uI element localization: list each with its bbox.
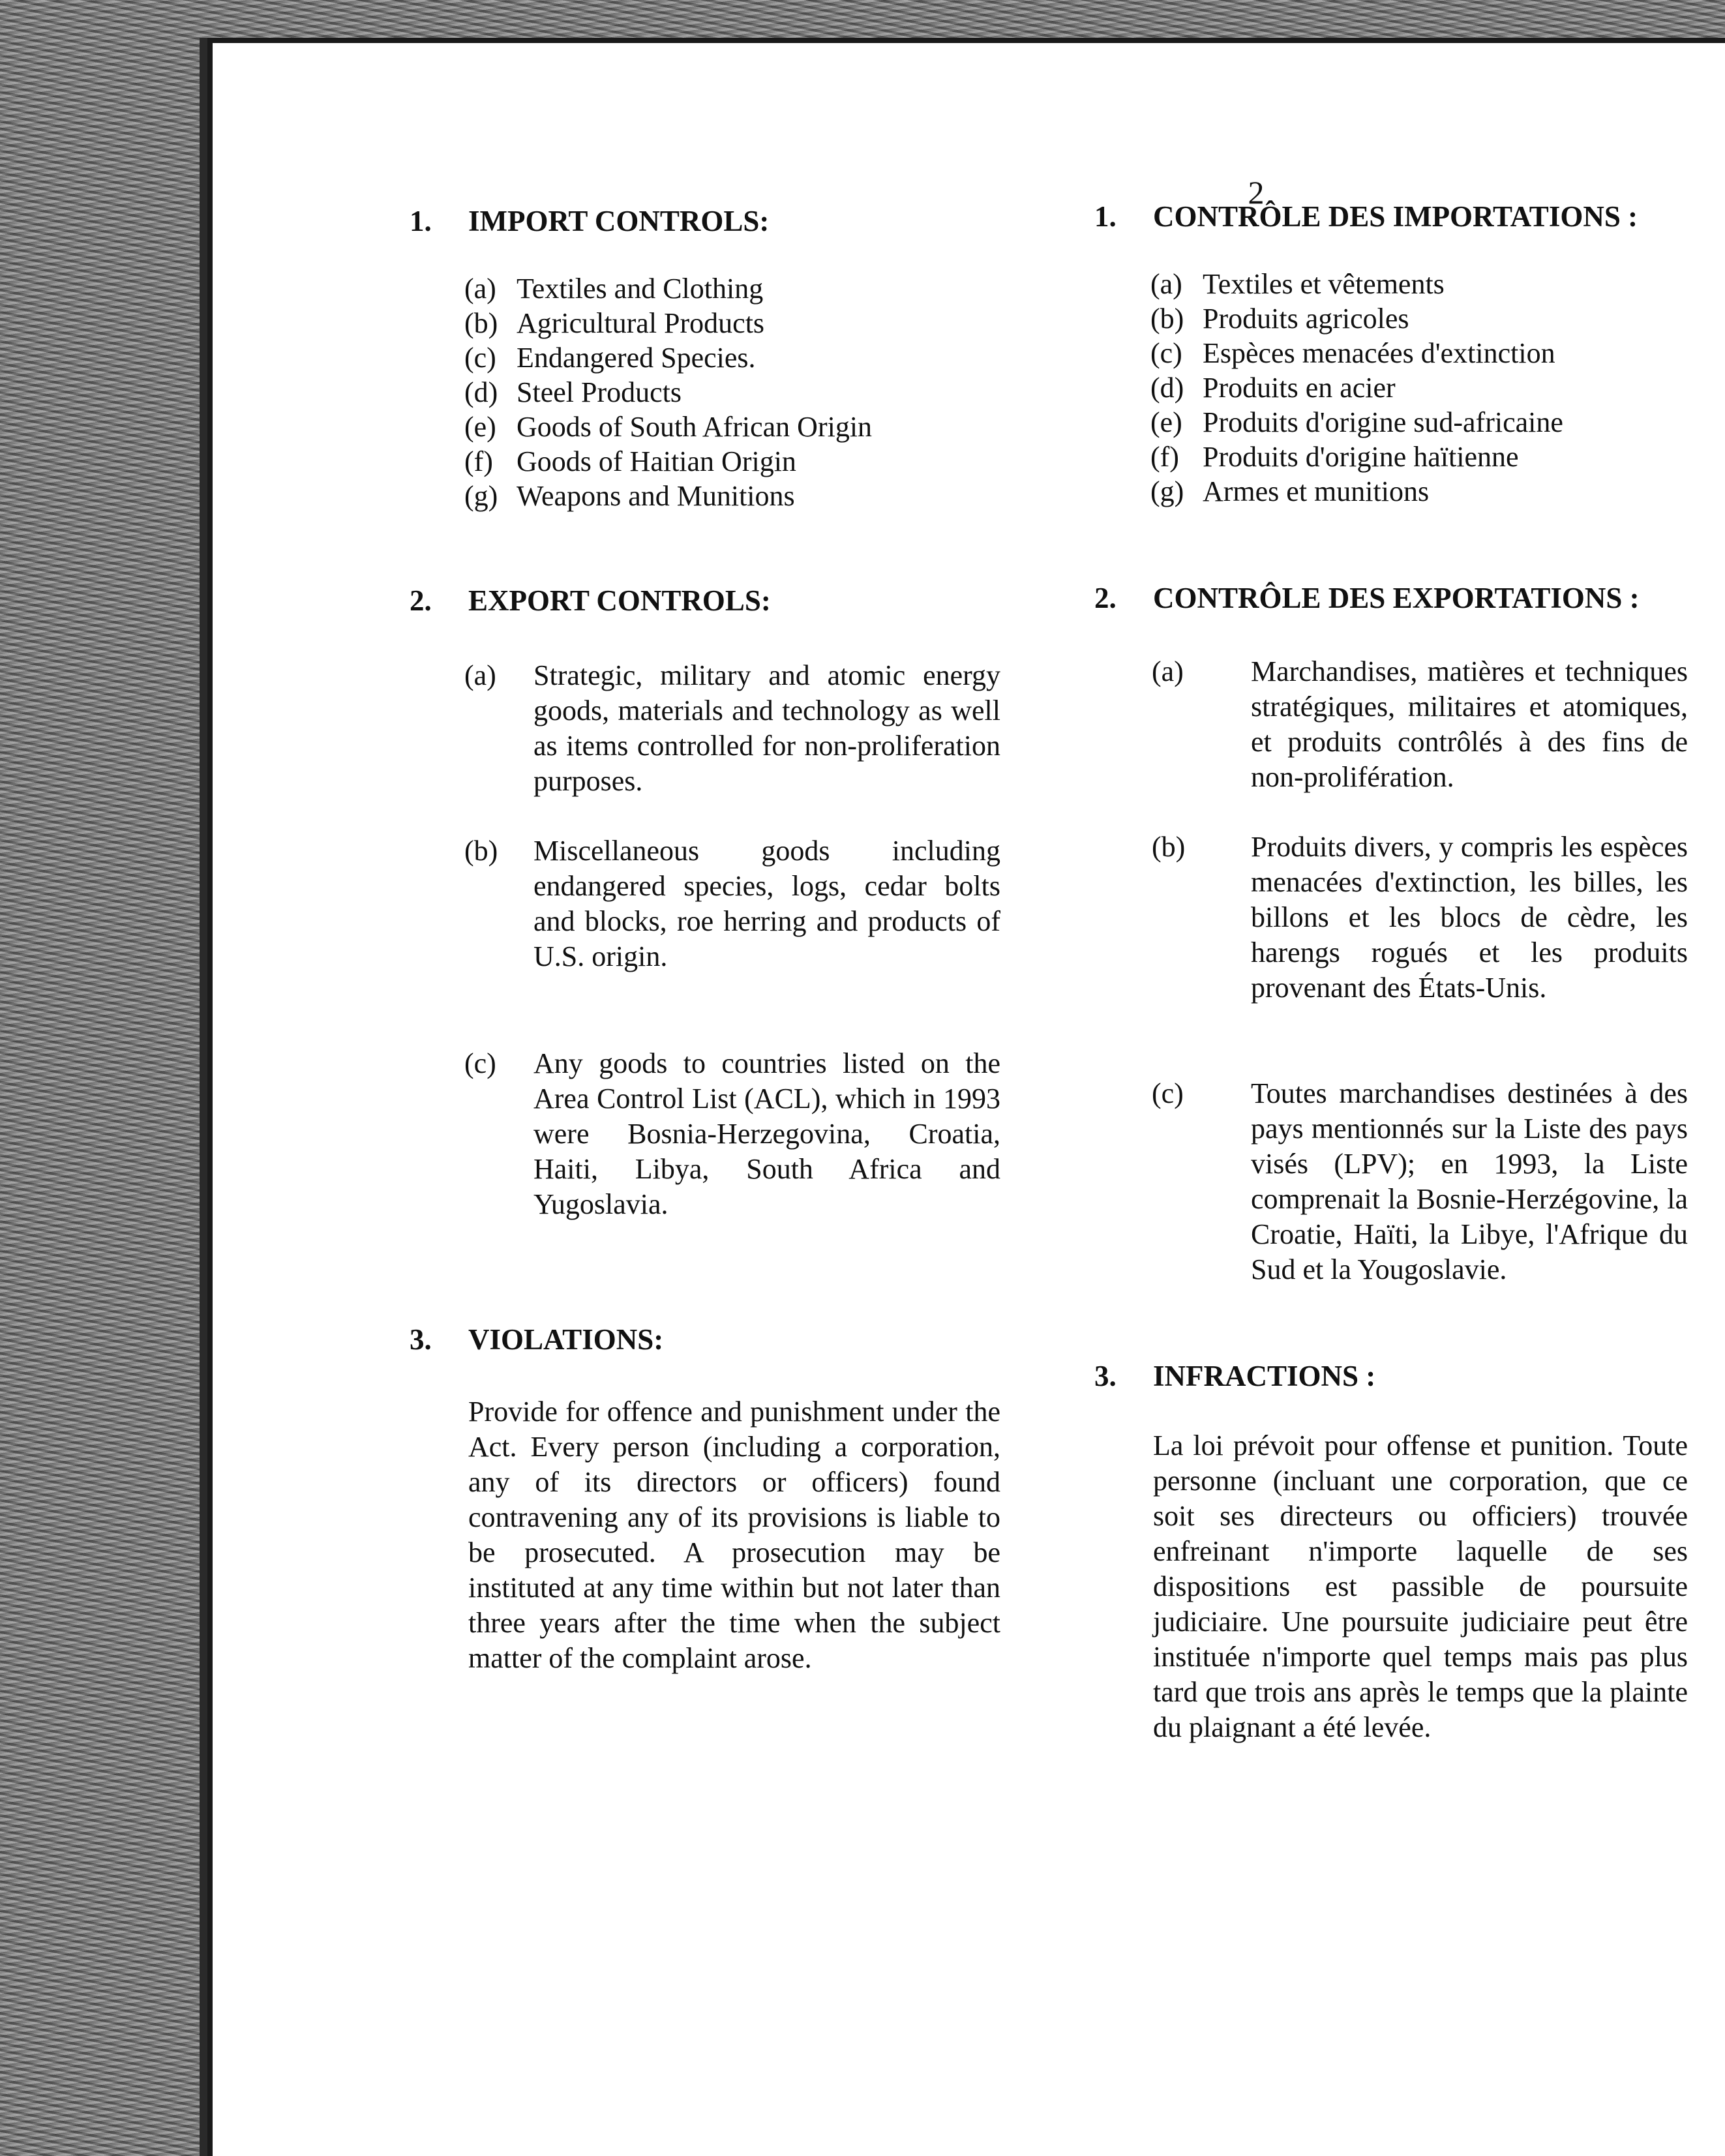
fr-import-title: CONTRÔLE DES IMPORTATIONS : [1153,200,1638,233]
list-item: (e) Produits d'origine sud-africaine [1150,406,1563,438]
fr-export-title: CONTRÔLE DES EXPORTATIONS : [1153,582,1640,614]
list-item: (d) Produits en acier [1150,372,1396,404]
en-import-heading [410,204,769,238]
page-number: 2 [1248,174,1265,211]
fr-export-item-b: Produits divers, y compris les espèces menacées d'extinction, les billes, les billons et les blocs de cèdre, les harengs rogués et les produits provenant des États-Unis. [1251,831,1688,1004]
en-export-heading [410,584,771,618]
en-export-item-a: Strategic, military and atomic energy goods, materials and technology as well as items controlled for non-proliferation purposes. [533,659,1000,797]
fr-export-item-c: Toutes marchandises destinées à des pays mentionnés sur la Liste des pays visés (LPV); en 1993, la Liste comprenait la Bosnie-Herzégovine, la Croatie, Haïti, la Libye, l'Afrique du Sud et la Yougoslavie. [1251,1077,1688,1285]
list-item: (c) Espèces menacées d'extinction [1150,337,1555,369]
list-item: (a) Textiles and Clothing [464,273,764,305]
fr-import-number: 1. [1094,200,1117,233]
en-violations-heading [410,1323,663,1356]
fr-export-mark-c: (c) [1152,1077,1184,1109]
list-item: (g) Armes et munitions [1150,475,1430,507]
fr-import-list [1150,267,1563,509]
fr-export-number: 2. [1094,582,1117,614]
en-violations-number: 3. [410,1323,432,1356]
document-page [207,38,1725,2156]
list-item: (c) Endangered Species. [464,342,756,374]
en-import-number: 1. [410,205,432,237]
list-item: (f) Produits d'origine haïtienne [1150,441,1519,473]
fr-violations-text: La loi prévoit pour offense et punition. Toute personne (incluant une corporation, que ce soit ses directeurs ou officiers) trouvée enfreinant n'importe laquelle de ses dispositions est passible de poursuite judiciaire. Une poursuite judiciaire peut être instituée n'importe quel temps mais pas plus tard que trois ans après le temps que la plainte du plaignant a été levée. [1153,1430,1688,1743]
fr-export-mark-b: (b) [1152,831,1186,863]
en-export-item-b: Miscellaneous goods including endangered species, logs, cedar bolts and blocks, roe herring and products of U.S. origin. [533,835,1000,972]
en-import-title: IMPORT CONTROLS: [468,205,770,237]
list-item: (d) Steel Products [464,376,682,408]
fr-export-mark-a: (a) [1152,655,1184,687]
list-item: (b) Agricultural Products [464,307,765,339]
en-violations-title: VIOLATIONS: [468,1323,664,1356]
page-edge-shadow [200,38,207,2156]
en-violations-text: Provide for offence and punishment under the Act. Every person (including a corporation, any of its directors or officers) found contravening any of its provisions is liable to be prosecuted. A prosecution may be instituted at any time within but not later than three years after the time when the subject matter of the complaint arose. [468,1396,1000,1674]
en-import-list [464,271,872,513]
en-export-item-c: Any goods to countries listed on the Area Control List (ACL), which in 1993 were Bosnia-Herzegovina, Croatia, Haiti, Libya, South Africa and Yugoslavia. [533,1047,1000,1220]
en-export-mark-a: (a) [464,659,496,691]
fr-export-heading [1094,581,1640,615]
en-export-mark-c: (c) [464,1047,496,1079]
list-item: (f) Goods of Haitian Origin [464,445,796,477]
fr-violations-number: 3. [1094,1360,1117,1392]
list-item: (b) Produits agricoles [1150,303,1409,335]
fr-import-heading [1094,200,1638,233]
en-export-number: 2. [410,584,432,617]
en-export-mark-b: (b) [464,835,498,867]
en-export-title: EXPORT CONTROLS: [468,584,771,617]
fr-violations-heading [1094,1359,1375,1393]
list-item: (a) Textiles et vêtements [1150,268,1445,300]
fr-violations-title: INFRACTIONS : [1153,1360,1376,1392]
list-item: (g) Weapons and Munitions [464,480,795,512]
fr-export-item-a: Marchandises, matières et techniques stratégiques, militaires et atomiques, et produits contrôlés à des fins de non-prolifération. [1251,655,1688,793]
list-item: (e) Goods of South African Origin [464,411,873,443]
